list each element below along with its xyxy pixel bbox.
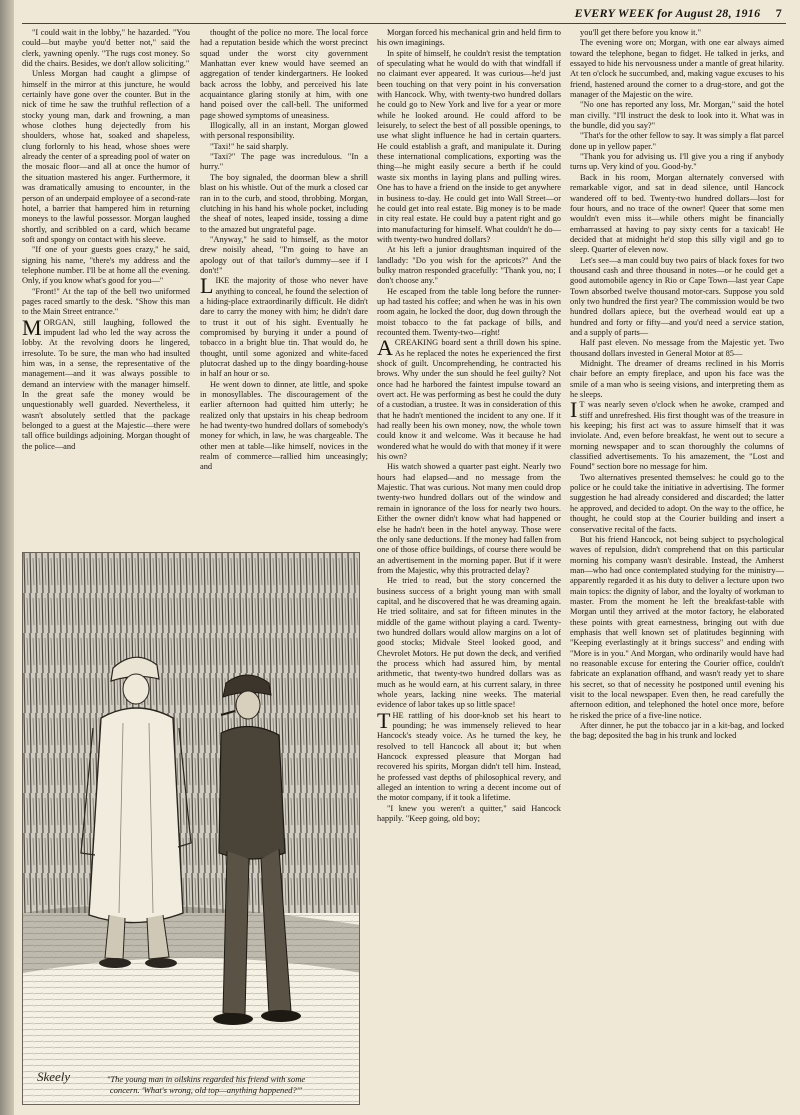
header-rule bbox=[22, 23, 786, 24]
text-column-4 bbox=[570, 28, 784, 1110]
paragraph bbox=[570, 359, 784, 400]
paragraph-text: But his friend Hancock, not being subject to psychological waves of repulsion, didn't comprehend that on this particular morning his company wasn't desirable. Instead, the Amherst man—who had once contemplated studying for the ministry—apparently regarded it as his duty to deliver a lecture upon two main topics: the dignity of labor, and the loyalty of workman to master. From the moment he left the breakfast-table with Morgan until they arrived at the motor factory, he elaborated these points with great earnestness, bringing out with due emphasis that well known set of platitudes beginning with "Keeping everlastingly at it brings success" and ending with "More is in you." And Morgan, who ordinarily would have had no reasonable excuse for entering the Courier office, couldn't fabricate an explanation offhand, and wasn't ready yet to share his secret, so that of necessity he postponed until evening his visit to the local newspaper. Even then, he read carefully the afternoon edition, and telephoned the hotel once more, before he risked the price of a five-line notice. bbox=[570, 534, 784, 720]
paragraph bbox=[22, 287, 190, 318]
drop-cap: T bbox=[377, 707, 391, 733]
paragraph-text: "If one of your guests goes crazy," he said, signing his name, "there's my address and the telephone number. I'll be at home all the evening. Only, if you know what's good for you—" bbox=[22, 245, 190, 286]
paragraph-text: "Anyway," he said to himself, as the motor drew noisily ahead, "I'm going to have an apology out of that tailor's dummy—see if I don't!" bbox=[200, 234, 368, 275]
paragraph-text: After dinner, he put the tobacco jar in a kit-bag, and locked the bag; deposited the bag in his trunk and locked bbox=[570, 721, 784, 741]
paragraph bbox=[22, 245, 190, 286]
paragraph-text: Back in his room, Morgan alternately conversed with remarkable vigor, and sat in dead silence, until Hancock wandered off to bed. Twenty-two hundred dollars—lost for four hours, and no trace of the owner! Queer that some men wouldn't even miss it—while others might be financially embarrassed at having to pay sixty cents for a taxicab! He decided that at midnight he'd stop this silly vigil and go to sleep. Quarter of eleven now. bbox=[570, 172, 784, 255]
paragraph-text: "No one has reported any loss, Mr. Morgan," said the hotel man civilly. "I'll instruct the desk to look into it. What was in the bundle, did you say?" bbox=[570, 100, 784, 131]
paragraph bbox=[377, 28, 561, 49]
paragraph bbox=[570, 338, 784, 359]
drop-cap: I bbox=[570, 397, 578, 423]
paragraph-text: The evening wore on; Morgan, with one ear always aimed toward the telephone, began to fidget. He talked in jerks, and essayed to hide his nervousness under a mantle of great hilarity. At ten o'clock he succumbed, and, making vague excuses to his friend, hastened around the corner to a drug-store, and got the manager of the Majestic on the wire. bbox=[570, 38, 784, 100]
caption-line-2: concern. 'What's wrong, old top—anything happened?'" bbox=[109, 1085, 303, 1095]
paragraph-text: "I could wait in the lobby," he hazarded. "You could—but maybe you'd better not," said the clerk, yawning openly. "The rugs cost money. So did the chairs. Besides, we don't allow soliciting." bbox=[22, 28, 190, 69]
paragraph bbox=[200, 235, 368, 276]
paragraph bbox=[22, 69, 190, 245]
paragraph-text: thought of the police no more. The local force had a reputation beside which the worst precinct squad under the worst city government Manhattan ever knew would have seemed an aggregation of tender kindergartners. He looked back across the lobby, and perceived his late acquaintance glaring stonily at him, with one hand poised over the call-bell. The uniformed page showed symptoms of uneasiness. bbox=[200, 28, 368, 120]
paragraph-text: "Front!" At the tap of the bell two uniformed pages raced smartly to the desk. "Show this man to the Main Street entrance." bbox=[22, 286, 190, 317]
paragraph-text: Two alternatives presented themselves: he could go to the police or he could take the initiative in advertising. The former suggestion he had already considered and discarded; the latter he approved, and decided to adopt. On the way to the office, he thought, he could stop at the Courier building and insert a conservative recital of the facts. bbox=[570, 472, 784, 534]
paragraph-text: IKE the majority of those who never have anything to conceal, he found the selection of a hiding-place extraordinarily difficult. He didn't dare to carry the money with him; he didn't dare to trust it out of his sight. Eventually he compromised by burying it under a pound of tobacco in a bright blue tin. That would do, he thought, until some agonized and white-faced plutocrat dashed up to the dingy boarding-house in half an hour or so. bbox=[200, 276, 368, 379]
paragraph bbox=[570, 152, 784, 173]
illustration-caption bbox=[81, 1074, 331, 1096]
paragraph bbox=[570, 28, 784, 38]
paragraph bbox=[570, 173, 784, 256]
paragraph-text: In spite of himself, he couldn't resist the temptation of speculating what he would do with that windfall if no claimant ever appeared. It was curious—he'd just been touching on that very point in his conversation with Hancock. Why, with twenty-two hundred dollars he could go to New York and live for a year or more while he looked around. He could afford to be leisurely, to select the best of all possible openings, to use what slight influence he had in certain quarters. He could establish a graft, and manipulate it. During these international complications, exporting was the thing—he might easily secure a berth if he could waste six months in laying plans and pulling wires. One has to have a friend on the inside to get anywhere in business to-day. He could get into Wall Street—or he could get into real estate. Big money is to be made in city real estate. He could buy a patent right and go into manufacturing for himself. What couldn't he do—with twenty-two hundred dollars? bbox=[377, 48, 561, 244]
paragraph bbox=[377, 576, 561, 710]
paragraph-text: At his left a junior draughtsman inquired of the landlady: "Do you wish for the apricots?" And the bulky matron responded gracefully: "Thank you, no; I don't choose any." bbox=[377, 245, 561, 286]
page-binding-edge bbox=[0, 0, 14, 1115]
paragraph-text: He went down to dinner, ate little, and spoke in monosyllables. The discouragement of the earlier afternoon had quitted him utterly; he realized only that upstairs in his cheap bedroom he had twenty-two hundred dollars of somebody's money for which, in law, he was chargeable. The other men at table—like himself, novices in the realm of commerce—rallied him unceasingly; and bbox=[200, 379, 368, 472]
paragraph-text: "That's for the other fellow to say. It was simply a flat parcel done up in yellow paper." bbox=[570, 131, 784, 151]
paragraph bbox=[200, 28, 368, 121]
paragraph-text: Midnight. The dreamer of dreams reclined in his Morris chair before an empty fireplace, and upon his face was the smile of a man who is seeing visions, and interpreting them as he sleeps. bbox=[570, 359, 784, 400]
paragraph-text: "I knew you weren't a quitter," said Hancock happily. "Keep going, old boy; bbox=[377, 803, 561, 824]
paragraph bbox=[200, 273, 368, 379]
paragraph bbox=[570, 721, 784, 742]
paragraph-text: T was nearly seven o'clock when he awoke, cramped and stiff and unrefreshed. His first thought was of the treasure in his keeping; his first act was to assure himself that it was inviolate. And, even before breakfast, he went out to secure a morning newspaper and to scan thoroughly the columns of classified advertisements. To his amazement, the "Lost and Found" section bore no message for him. bbox=[570, 400, 784, 472]
paragraph bbox=[377, 287, 561, 339]
page-number: 7 bbox=[775, 6, 782, 20]
paragraph-text: you'll get there before you know it." bbox=[580, 28, 701, 37]
paragraph bbox=[200, 173, 368, 235]
paragraph-text: ORGAN, still laughing, followed the impudent lad who led the way across the lobby. At the revolving doors he lingered, irresolute. To be sure, the man who had insulted him was, in a sense, the representative of the management—and it was always possible to demand an interview with the manager himself. In the great safe the money would be unquestionably well guarded. Nevertheless, it wasn't absolutely settled that the package belonged to a guest at the Majestic—there were tall office buildings adjoining. Morgan thought of the police—and bbox=[22, 317, 190, 451]
paragraph-text: He tried to read, but the story concerned the business success of a bright young man with small capital, and he discovered that he was dreaming again. He tried solitaire, and sat for fifteen minutes in the middle of the game without playing a card. Twenty-two hundred dollars would allow margins on a lot of good stocks; Midvale Steel looked good, and Chevrolet Motors. He put down the deck, and verified the process which had assured him, by mental arithmetic, that twenty-two hundred dollars was as much as he would earn, at his current salary, in three whole years, lacking nine weeks. The material evidence of labor takes up so little space! bbox=[377, 576, 561, 710]
paragraph bbox=[200, 142, 368, 152]
artist-signature: Skeely bbox=[37, 1069, 71, 1084]
paragraph bbox=[377, 245, 561, 286]
paragraph-text: Half past eleven. No message from the Majestic yet. Two thousand dollars invested in General Motor at 85— bbox=[570, 338, 784, 358]
running-header bbox=[575, 6, 782, 21]
paragraph-text: The boy signaled, the doorman blew a shrill blast on his whistle. Out of the murk a closed car ran in to the curb, and stood, throbbing. Morgan, clutching in his hand his whole pocket, including the sheaf of notes, leaped inside, tossing a dime to the amazed but ungrateful page. bbox=[200, 172, 368, 234]
paragraph bbox=[377, 462, 561, 576]
text-column-1 bbox=[22, 28, 190, 548]
paragraph bbox=[570, 535, 784, 721]
text-column-3 bbox=[377, 28, 561, 1110]
story-illustration bbox=[22, 552, 360, 1105]
paragraph-text: "Taxi?" The page was incredulous. "In a hurry." bbox=[200, 152, 368, 172]
paragraph-text: Morgan forced his mechanical grin and held firm to his own imaginings. bbox=[377, 28, 561, 48]
paragraph bbox=[377, 707, 561, 804]
text-column-2 bbox=[200, 28, 368, 548]
paragraph-text: His watch showed a quarter past eight. Nearly two hours had elapsed—and no message from the Majestic. That was curious. Not many men could drop twenty-two hundred dollars out of the window and remain in ignorance of the loss for nearly two hours. Either the owner didn't know what had happened or else he hadn't been in the hotel anyway. Those were the only sane deductions. If the money had fallen from one of those office buildings, of course there would be an advertisement in the morning paper. But if it were from the Majestic, why this protracted delay? bbox=[377, 462, 561, 575]
paragraph bbox=[22, 28, 190, 69]
paragraph bbox=[22, 314, 190, 452]
header-title: EVERY WEEK for August 28, 1916 bbox=[574, 6, 761, 20]
paragraph bbox=[570, 256, 784, 339]
paragraph-text: "Taxi!" he said sharply. bbox=[210, 141, 289, 151]
paragraph-text: Let's see—a man could buy two pairs of black foxes for two thousand cash and three thousand in notes—or he could get a good automobile agency in Rio or Cape Town—last year Cape Town absorbed twelve thousand motor-cars. Suppose you sold only two hundred the first year? The commission would be two hundred dollars apiece, but the overhead would eat up a hundred and forty or fifty—and you'd need a service station, and a supply of parts— bbox=[570, 255, 784, 337]
paragraph bbox=[377, 335, 561, 462]
paragraph-text: Unless Morgan had caught a glimpse of himself in the mirror at this juncture, he would certainly have gone over the counter. But in the nick of time he saw the truthful reflection of a stocky young man, dark and frowning, a man whose clothes hung dejectedly from his shoulders, whose hat, soaked and shapeless, clung forlornly to his head, whose shoes were already the center of a spreading pool of water on the mosaic floor—and all at once the humor of the situation mastered his anger. Furthermore, it was dramatically amusing to encounter, in the person of an underpaid employee of a second-rate hotel, a barrier that hampered him in returning moneys to the lawful possessor. Morgan laughed shortly, and scribbled on a card, which became soft and spongy on contact with his sleeve. bbox=[22, 69, 190, 244]
drop-cap: M bbox=[22, 314, 42, 340]
paragraph bbox=[377, 804, 561, 825]
paragraph bbox=[200, 152, 368, 173]
paragraph bbox=[570, 131, 784, 152]
paragraph-text: HE rattling of his door-knob set his heart to pounding; he was immensely relieved to hear Hancock's steady voice. As he turned the key, he resolved to tell Hancock all about it; but when Hancock expressed pleasure that Morgan had recovered his spirits, Morgan didn't tell him. Instead, he professed vast depths of philosophical revery, and alleged an intention to wring a decent income out of the motor company, if it took a lifetime. bbox=[377, 710, 561, 803]
paragraph bbox=[570, 397, 784, 472]
paragraph-text: He escaped from the table long before the runner-up had tasted his coffee; and when he was in his own room again, he locked the door, dug down through the moist tobacco to the fat package of bills, and recounted them. Twenty-two—right! bbox=[377, 286, 561, 337]
paragraph bbox=[570, 473, 784, 535]
paragraph bbox=[200, 121, 368, 142]
paragraph bbox=[200, 380, 368, 473]
drop-cap: A bbox=[377, 335, 393, 361]
paragraph bbox=[377, 49, 561, 246]
drop-cap: L bbox=[200, 273, 214, 299]
paragraph bbox=[570, 100, 784, 131]
paragraph-text: Illogically, all in an instant, Morgan glowed with personal responsibility. bbox=[200, 121, 368, 141]
paragraph-text: CREAKING board sent a thrill down his spine. As he replaced the notes he experienced the first shock of guilt. Uncomprehending, he contracted his brows. Why under the sun should he feel guilty? Not once had he harbored the faintest impulse toward an overt act. He was performing as best he could the duty of a custodian, a trustee. It was in consideration of this that he hadn't mentioned the incident to any one. If it had really been his own money, now, the whole town could know it and welcome. Was it because he had wondered what he would do with that money if it were his own? bbox=[377, 338, 561, 462]
caption-line-1: "The young man in oilskins regarded his friend with some bbox=[106, 1074, 306, 1084]
paragraph-text: "Thank you for advising us. I'll give you a ring if anybody turns up. Very kind of you. Good-by." bbox=[570, 152, 784, 172]
illustration-drawing bbox=[23, 553, 360, 1105]
paragraph bbox=[570, 38, 784, 100]
